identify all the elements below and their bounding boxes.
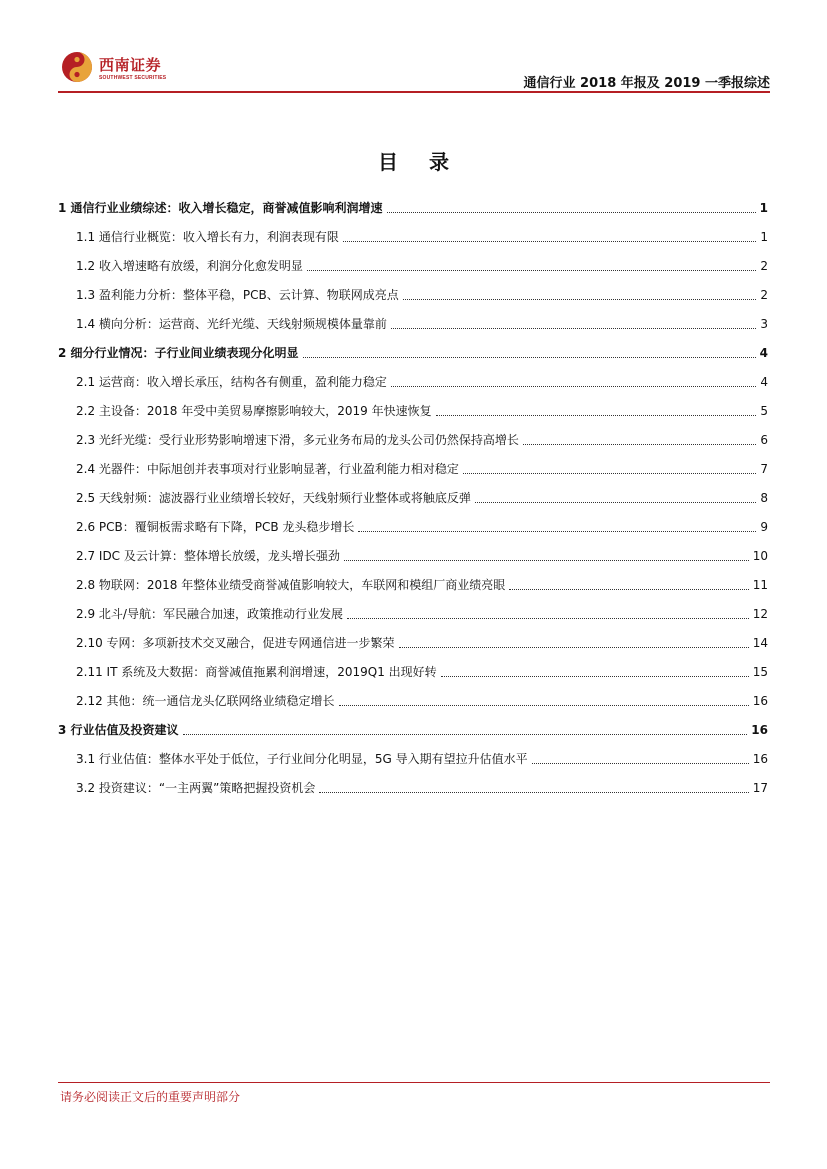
toc-dot-leader — [441, 675, 749, 677]
logo-english-name: SOUTHWEST SECURITIES — [99, 75, 167, 81]
toc-dot-leader — [347, 617, 749, 619]
toc-page-number: 9 — [760, 520, 768, 534]
toc-dot-leader — [399, 646, 749, 648]
toc-dot-leader — [339, 704, 749, 706]
toc-section-entry[interactable] — [58, 715, 768, 744]
toc-page-number: 8 — [760, 491, 768, 505]
toc-page-number: 16 — [752, 694, 768, 708]
toc-entry-title: 2.4 光器件：中际旭创并表事项对行业影响显著，行业盈利能力相对稳定 — [76, 462, 459, 476]
toc-section-entry[interactable] — [58, 338, 768, 367]
footer-divider — [58, 1082, 770, 1083]
toc-page-number: 16 — [752, 752, 768, 766]
toc-subsection-entry[interactable] — [58, 280, 768, 309]
header-divider — [58, 91, 770, 93]
toc-page-number: 3 — [760, 317, 768, 331]
toc-entry-title: 2.7 IDC 及云计算：整体增长放缓，龙头增长强劲 — [76, 549, 340, 563]
toc-page-number: 14 — [752, 636, 768, 650]
toc-entry-title: 2.12 其他：统一通信龙头亿联网络业绩稳定增长 — [76, 694, 335, 708]
toc-dot-leader — [391, 385, 756, 387]
toc-page-number: 1 — [760, 230, 768, 244]
toc-page-number: 4 — [759, 346, 768, 360]
report-title: 通信行业 2018 年报及 2019 一季报综述 — [523, 76, 770, 91]
toc-dot-leader — [183, 733, 748, 735]
toc-entry-title: 1.3 盈利能力分析：整体平稳，PCB、云计算、物联网成亮点 — [76, 288, 399, 302]
page-header — [58, 44, 770, 92]
toc-dot-leader — [387, 211, 756, 213]
toc-entry-title: 2.8 物联网：2018 年整体业绩受商誉减值影响较大，车联网和模组厂商业绩亮眼 — [76, 578, 506, 592]
logo-chinese-name: 西南证券 — [99, 56, 162, 74]
toc-page-number: 7 — [760, 462, 768, 476]
toc-dot-leader — [303, 356, 756, 358]
logo-mark-icon — [61, 51, 93, 83]
toc-entry-title: 2 细分行业情况：子行业间业绩表现分化明显 — [58, 346, 299, 360]
toc-page-number: 16 — [751, 723, 768, 737]
toc-entry-title: 3.1 行业估值：整体水平处于低位，子行业间分化明显，5G 导入期有望拉升估值水平 — [76, 752, 528, 766]
toc-subsection-entry[interactable] — [58, 512, 768, 541]
toc-subsection-entry[interactable] — [58, 222, 768, 251]
toc-section-entry[interactable] — [58, 193, 768, 222]
toc-subsection-entry[interactable] — [58, 628, 768, 657]
toc-entry-title: 2.11 IT 系统及大数据：商誉减值拖累利润增速，2019Q1 出现好转 — [76, 665, 437, 679]
toc-entry-title: 2.3 光纤光缆：受行业形势影响增速下滑，多元业务布局的龙头公司仍然保持高增长 — [76, 433, 519, 447]
toc-dot-leader — [343, 240, 756, 242]
toc-subsection-entry[interactable] — [58, 657, 768, 686]
toc-dot-leader — [509, 588, 748, 590]
toc-page-number: 2 — [760, 259, 768, 273]
toc-entry-title: 1.2 收入增速略有放缓，利润分化愈发明显 — [76, 259, 303, 273]
toc-dot-leader — [523, 443, 756, 445]
footer-disclaimer: 请务必阅读正文后的重要声明部分 — [60, 1090, 241, 1104]
toc-entry-title: 2.6 PCB：覆铜板需求略有下降，PCB 龙头稳步增长 — [76, 520, 355, 534]
toc-page-number: 4 — [760, 375, 768, 389]
toc-entry-title: 1 通信行业业绩综述：收入增长稳定，商誉减值影响利润增速 — [58, 201, 383, 215]
toc-dot-leader — [475, 501, 756, 503]
toc-subsection-entry[interactable] — [58, 483, 768, 512]
toc-entry-title: 2.9 北斗/导航：军民融合加速，政策推动行业发展 — [76, 607, 343, 621]
toc-dot-leader — [436, 414, 757, 416]
toc-page-number: 12 — [752, 607, 768, 621]
toc-subsection-entry[interactable] — [58, 396, 768, 425]
toc-subsection-entry[interactable] — [58, 686, 768, 715]
company-logo — [61, 49, 181, 89]
toc-dot-leader — [307, 269, 756, 271]
toc-entry-title: 2.5 天线射频：滤波器行业业绩增长较好，天线射频行业整体或将触底反弹 — [76, 491, 471, 505]
toc-page-number: 10 — [752, 549, 768, 563]
table-of-contents — [58, 193, 768, 802]
toc-subsection-entry[interactable] — [58, 425, 768, 454]
toc-entry-title: 2.10 专网：多项新技术交叉融合，促进专网通信进一步繁荣 — [76, 636, 395, 650]
toc-dot-leader — [391, 327, 756, 329]
toc-dot-leader — [532, 762, 749, 764]
toc-page-number: 1 — [759, 201, 768, 215]
toc-dot-leader — [463, 472, 756, 474]
toc-subsection-entry[interactable] — [58, 309, 768, 338]
toc-subsection-entry[interactable] — [58, 570, 768, 599]
toc-page-number: 6 — [760, 433, 768, 447]
toc-page-number: 15 — [752, 665, 768, 679]
toc-subsection-entry[interactable] — [58, 599, 768, 628]
toc-heading: 目 录 — [378, 150, 461, 174]
toc-page-number: 11 — [752, 578, 768, 592]
toc-entry-title: 1.1 通信行业概览：收入增长有力，利润表现有限 — [76, 230, 339, 244]
toc-dot-leader — [403, 298, 757, 300]
toc-subsection-entry[interactable] — [58, 744, 768, 773]
toc-dot-leader — [344, 559, 749, 561]
toc-entry-title: 3 行业估值及投资建议 — [58, 723, 179, 737]
toc-subsection-entry[interactable] — [58, 367, 768, 396]
toc-subsection-entry[interactable] — [58, 454, 768, 483]
toc-page-number: 2 — [760, 288, 768, 302]
toc-subsection-entry[interactable] — [58, 251, 768, 280]
toc-subsection-entry[interactable] — [58, 541, 768, 570]
toc-entry-title: 2.1 运营商：收入增长承压，结构各有侧重，盈利能力稳定 — [76, 375, 387, 389]
toc-entry-title: 1.4 横向分析：运营商、光纤光缆、天线射频规模体量靠前 — [76, 317, 387, 331]
toc-page-number: 5 — [760, 404, 768, 418]
toc-dot-leader — [358, 530, 756, 532]
toc-subsection-entry[interactable] — [58, 773, 768, 802]
toc-page-number: 17 — [752, 781, 768, 795]
toc-entry-title: 3.2 投资建议：“一主两翼”策略把握投资机会 — [76, 781, 316, 795]
toc-entry-title: 2.2 主设备：2018 年受中美贸易摩擦影响较大，2019 年快速恢复 — [76, 404, 432, 418]
toc-dot-leader — [319, 791, 748, 793]
